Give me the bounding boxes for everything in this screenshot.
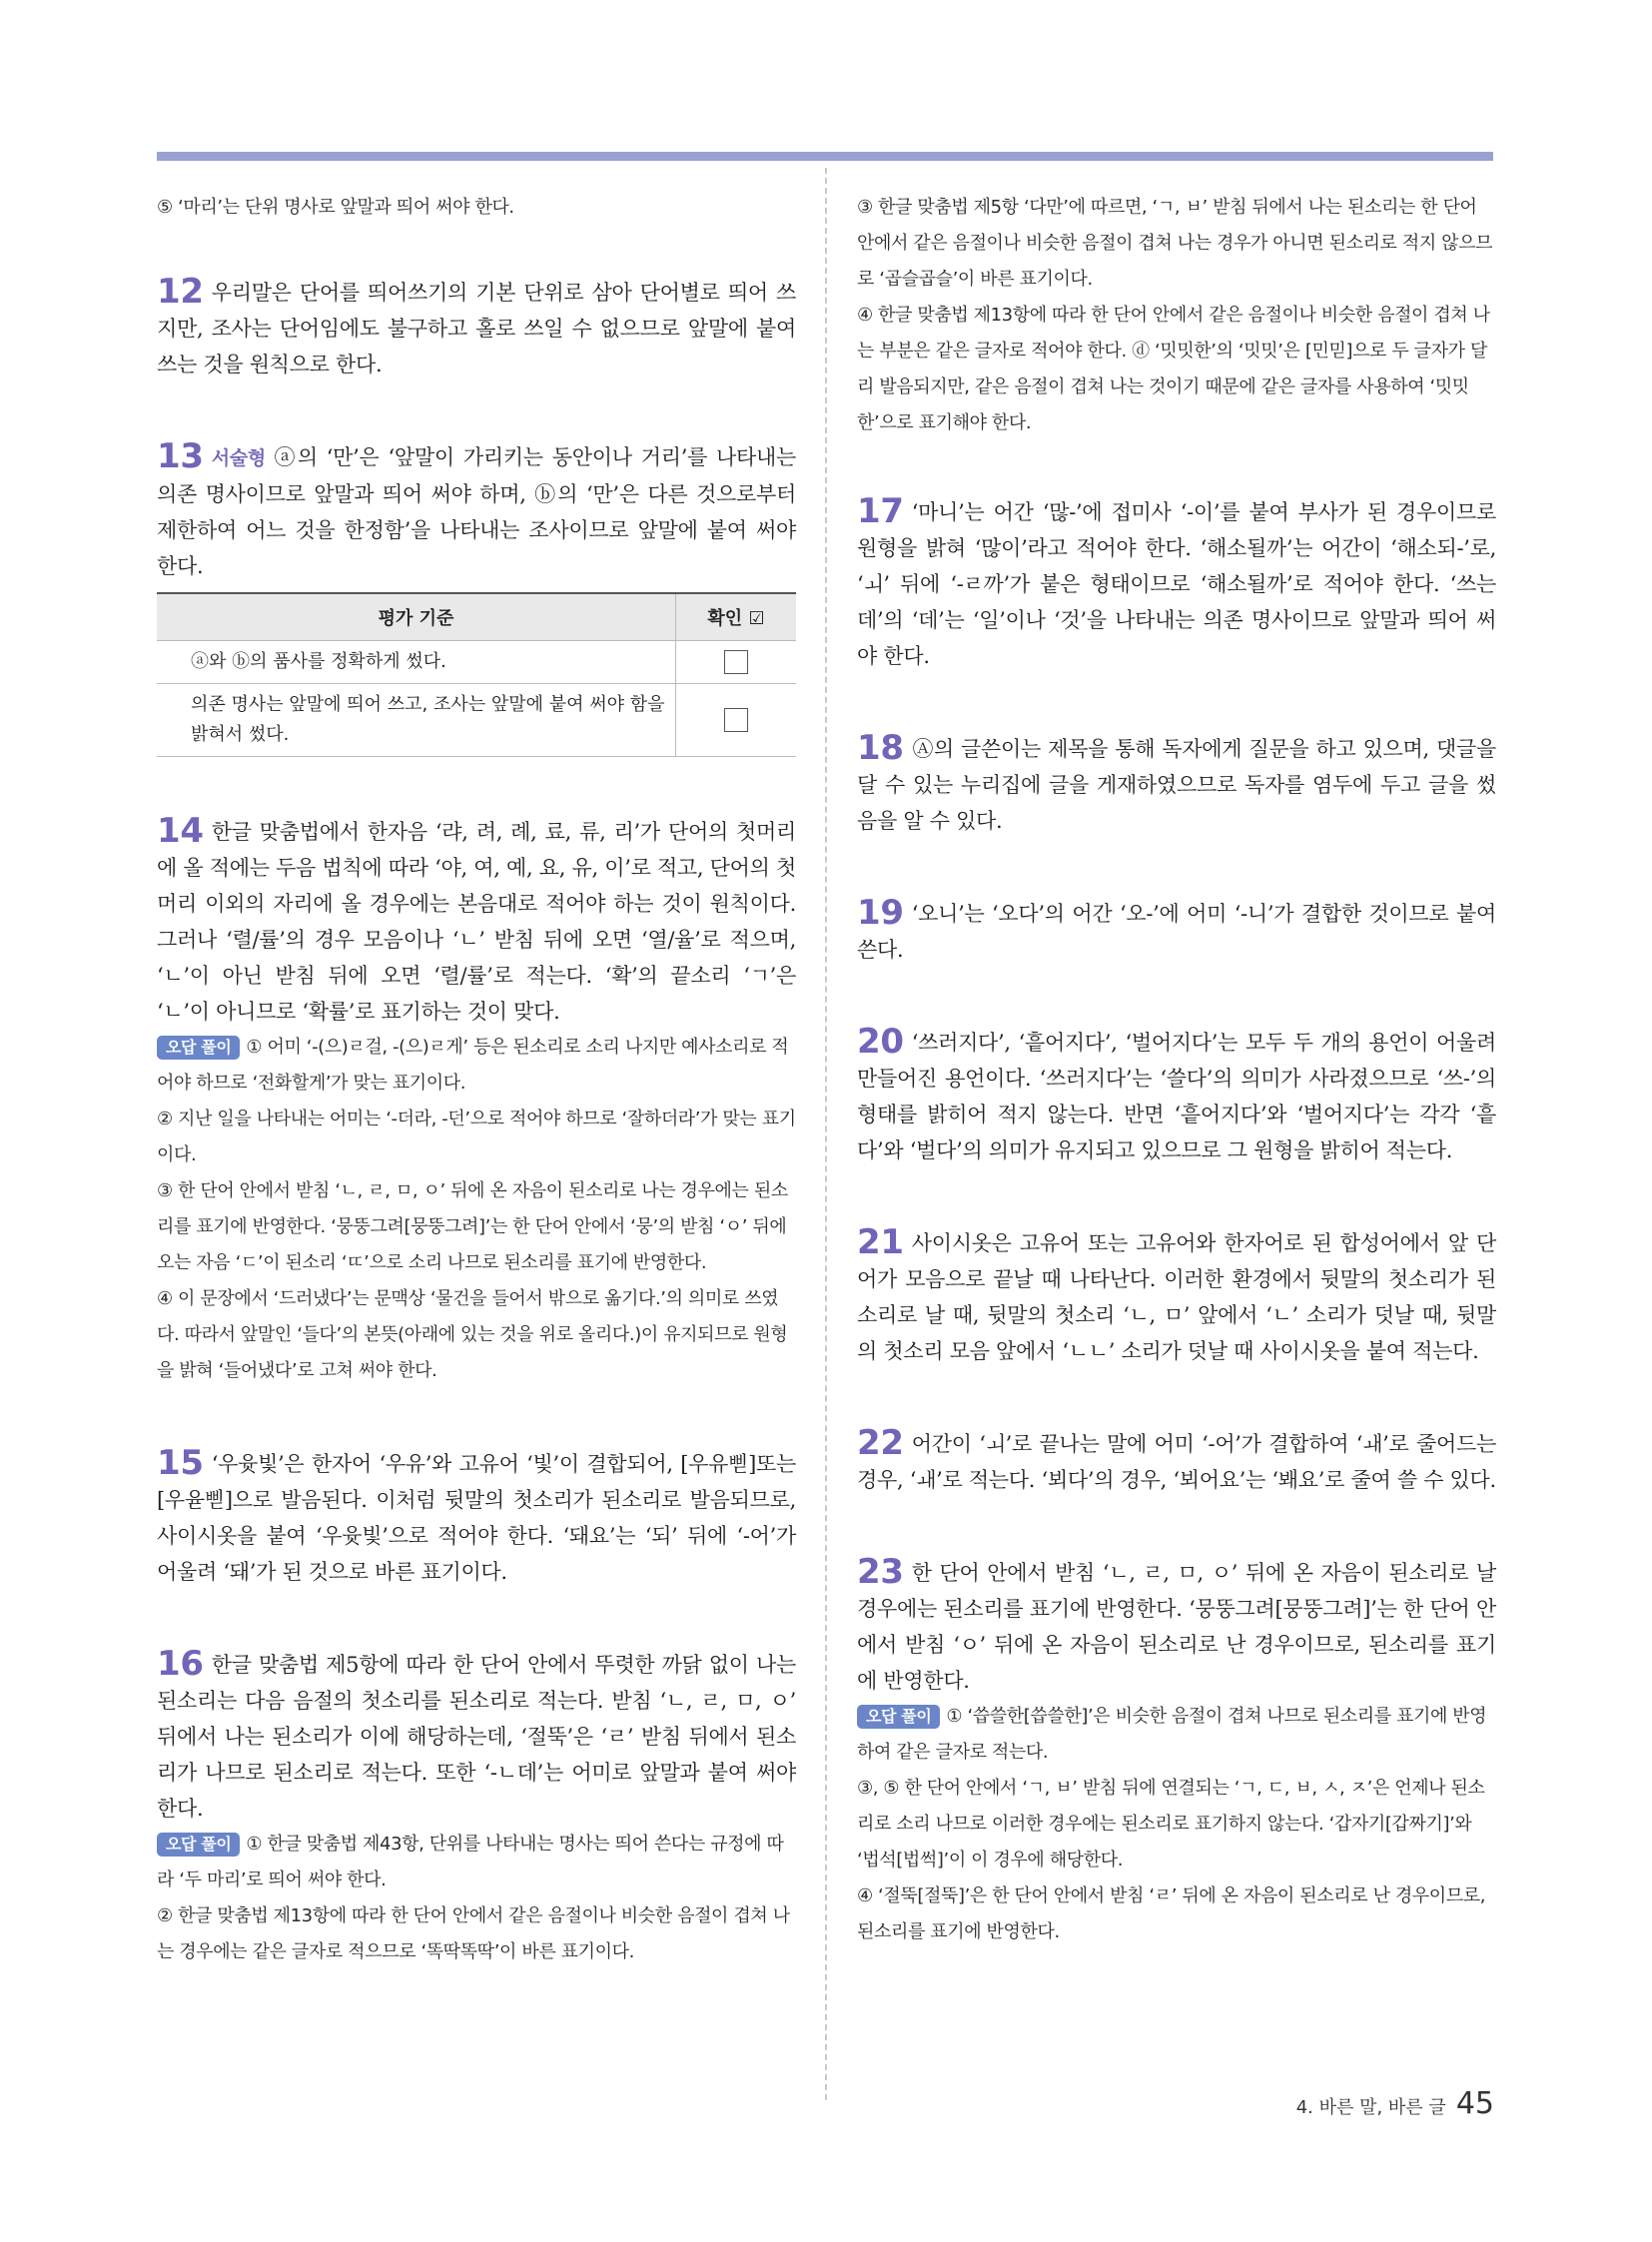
answer-text: ⓐ의 ‘만’은 ‘앞말이 가리키는 동안이나 거리’를 나타내는 의존 명사이므로 앞말과 띄어 써야 하며, ⓑ의 ‘만’은 다른 것으로부터 제한하여 어느 것을 한정함’을 나타내는 조사이므로 앞말에 붙여 써야 한다. [157, 445, 796, 578]
note-item: ② 지난 일을 나타내는 어미는 ‘-더라, -던’으로 적어야 하므로 ‘잘하더라’가 맞는 표기이다. [157, 1109, 796, 1165]
column-divider [825, 168, 827, 2100]
answer-19 [857, 895, 1496, 968]
answer-text: ‘오니’는 ‘오다’의 어간 ‘오-’에 어미 ‘-니’가 결합한 것이므로 붙여 쓴다. [857, 902, 1496, 962]
answer-text: 한글 맞춤법에서 한자음 ‘랴, 려, 례, 료, 류, 리’가 단어의 첫머리에 올 적에는 두음 법칙에 따라 ‘야, 여, 예, 요, 유, 이’로 적고, 단어의 첫머리 이외의 자리에 올 경우에는 본음대로 적어야 하는 것이 원칙이다. 그러나 ‘렬/률’의 경우 모음이나 ‘ㄴ’ 받침 뒤에 오면 ‘열/율’로 적으며, ‘ㄴ’이 아닌 받침 뒤에 오면 ‘렬/률’로 적는다. ‘확’의 끝소리 ‘ㄱ’은 ‘ㄴ’이 아니므로 ‘확률’로 표기하는 것이 맞다. [157, 820, 796, 1024]
answer-16-continued [857, 190, 1496, 441]
criteria-header: 평가 기준 [157, 593, 676, 641]
answer-text: 한글 맞춤법 제5항에 따라 한 단어 안에서 뚜렷한 까닭 없이 나는 된소리는 다음 음절의 첫소리를 된소리로 적는다. 받침 ‘ㄴ, ㄹ, ㅁ, ㅇ’ 뒤에서 나는 된소리가 이에 해당하는데, ‘절뚝’은 ‘ㄹ’ 받침 뒤에서 된소리가 나므로 된소리로 적는다. 또한 ‘-ㄴ데’는 어미로 앞말과 붙여 써야 한다. [157, 1653, 796, 1821]
answer-15 [157, 1445, 796, 1590]
answer-text: 사이시옷은 고유어 또는 고유어와 한자어로 된 합성어에서 앞 단어가 모음으로 끝날 때 나타난다. 이러한 환경에서 뒷말의 첫소리가 된소리로 날 때, 뒷말의 첫소리 ‘ㄴ, ㅁ’ 앞에서 ‘ㄴ’ 소리가 덧날 때, 뒷말의 첫소리 모음 앞에서 ‘ㄴㄴ’ 소리가 덧날 때 사이시옷을 붙여 적는다. [857, 1231, 1496, 1363]
question-number: 22 [857, 1423, 904, 1463]
answer-text: 우리말은 단어를 띄어쓰기의 기본 단위로 삼아 단어별로 띄어 쓰지만, 조사는 단어임에도 불구하고 홀로 쓰일 수 없으므로 앞말에 붙여 쓰는 것을 원칙으로 한다. [157, 281, 796, 376]
check-header: 확인 ☑ [676, 593, 797, 641]
note-item: ③ 한글 맞춤법 제5항 ‘다만’에 따르면, ‘ㄱ, ㅂ’ 받침 뒤에서 나는 된소리는 한 단어 안에서 같은 음절이나 비슷한 음절이 겹쳐 나는 경우가 아니면 된소리로 적지 않으므로 ‘곱슬곱슬’이 바른 표기이다. [857, 197, 1493, 290]
question-number: 20 [857, 1022, 904, 1062]
answer-23 [857, 1554, 1496, 1950]
answer-text: ‘쓰러지다’, ‘흩어지다’, ‘벌어지다’는 모두 두 개의 용언이 어울려 만들어진 용언이다. ‘쓰러지다’는 ‘쓸다’의 의미가 사라졌으므로 ‘쓰-’의 형태를 밝히어 적지 않는다. 반면 ‘흩어지다’와 ‘벌어지다’는 각각 ‘흩다’와 ‘벌다’의 의미가 유지되고 있으므로 그 원형을 밝히어 적는다. [857, 1031, 1496, 1162]
answer-text: 한 단어 안에서 받침 ‘ㄴ, ㄹ, ㅁ, ㅇ’ 뒤에 온 자음이 된소리로 날 경우에는 된소리를 표기에 반영한다. ‘뭉뚱그려[뭉뚱그려]’는 한 단어 안에서 받침 ‘ㅇ’ 뒤에 온 자음이 된소리로 난 경우이므로, 된소리를 표기에 반영한다. [857, 1561, 1496, 1693]
essay-tag: 서술형 [211, 447, 266, 469]
answer-16 [157, 1646, 796, 1970]
page-number: 45 [1455, 2086, 1494, 2121]
question-number: 13 [157, 436, 204, 476]
checkbox[interactable] [724, 650, 748, 674]
wrong-answer-badge: 오답 풀이 [857, 1705, 940, 1729]
answer-21 [857, 1224, 1496, 1369]
answer-12 [157, 274, 796, 382]
top-rule [157, 152, 1493, 161]
note-item: ④ ‘절뚝[절뚝]’은 한 단어 안에서 받침 ‘ㄹ’ 뒤에 온 자음이 된소리로 난 경우이므로, 된소리를 표기에 반영한다. [857, 1885, 1486, 1942]
answer-17 [857, 493, 1496, 674]
question-number: 18 [857, 728, 904, 768]
table-row [157, 684, 796, 757]
question-number: 16 [157, 1644, 204, 1684]
answer-14 [157, 813, 796, 1389]
left-column [157, 190, 796, 2026]
evaluation-table [157, 592, 796, 757]
question-number: 21 [857, 1222, 904, 1262]
note-item: ① 어미 ‘-(으)ㄹ걸, -(으)ㄹ게’ 등은 된소리로 소리 나지만 예사소리로 적어야 하므로 ‘전화할게’가 맞는 표기이다. [157, 1037, 789, 1094]
question-number: 12 [157, 272, 204, 312]
note-item: ② 한글 맞춤법 제13항에 따라 한 단어 안에서 같은 음절이나 비슷한 음절이 겹쳐 나는 경우에는 같은 글자로 적으므로 ‘똑딱똑딱’이 바른 표기이다. [157, 1905, 790, 1962]
question-number: 17 [857, 491, 904, 531]
answer-20 [857, 1024, 1496, 1168]
page-footer [1296, 2086, 1494, 2121]
table-row [157, 641, 796, 684]
answer-text: ‘마니’는 어간 ‘많-’에 접미사 ‘-이’를 붙여 부사가 된 경우이므로 원형을 밝혀 ‘많이’라고 적어야 한다. ‘해소될까’는 어간이 ‘해소되-’로, ‘ㅚ’ 뒤에 ‘-ㄹ까’가 붙은 형태이므로 ‘해소될까’로 적어야 한다. ‘쓰는데’의 ‘데’는 ‘일’이나 ‘것’을 나타내는 의존 명사이므로 앞말과 띄어 써야 한다. [857, 500, 1496, 668]
answer-13 [157, 438, 796, 757]
section-title: 4. 바른 말, 바른 글 [1295, 2097, 1446, 2118]
checkbox[interactable] [724, 708, 748, 732]
criteria-cell: ⓐ와 ⓑ의 품사를 정확하게 썼다. [157, 641, 676, 684]
answer-text: 어간이 ‘ㅚ’로 끝나는 말에 어미 ‘-어’가 결합하여 ‘ㅙ’로 줄어드는 경우, ‘ㅙ’로 적는다. ‘뵈다’의 경우, ‘뵈어요’는 ‘봬요’로 줄여 쓸 수 있다. [857, 1432, 1496, 1492]
wrong-answer-badge: 오답 풀이 [157, 1833, 240, 1857]
answer-11-note-5: ⑤ ‘마리’는 단위 명사로 앞말과 띄어 써야 한다. [157, 197, 514, 218]
answer-18 [857, 730, 1496, 839]
criteria-cell: 의존 명사는 앞말에 띄어 쓰고, 조사는 앞말에 붙여 써야 함을 밝혀서 썼다. [157, 684, 676, 757]
wrong-answer-badge: 오답 풀이 [157, 1036, 240, 1060]
note-item: ③, ⑤ 한 단어 안에서 ‘ㄱ, ㅂ’ 받침 뒤에 연결되는 ‘ㄱ, ㄷ, ㅂ, ㅅ, ㅈ’은 언제나 된소리로 소리 나므로 이러한 경우에는 된소리로 표기하지 않는다. ‘갑자기[갑짜기]’와 ‘법석[법썩]’이 이 경우에 해당한다. [857, 1778, 1485, 1870]
note-item: ① ‘씁쓸한[씁쓸한]’은 비슷한 음절이 겹쳐 나므로 된소리를 표기에 반영하여 같은 글자로 적는다. [857, 1706, 1487, 1763]
question-number: 15 [157, 1443, 204, 1483]
question-number: 23 [857, 1552, 904, 1592]
answer-text: Ⓐ의 글쓴이는 제목을 통해 독자에게 질문을 하고 있으며, 댓글을 달 수 있는 누리집에 글을 게재하였으므로 독자를 염두에 두고 글을 썼음을 알 수 있다. [857, 737, 1496, 833]
note-item: ① 한글 맞춤법 제43항, 단위를 나타내는 명사는 띄어 쓴다는 규정에 따라 ‘두 마리’로 띄어 써야 한다. [157, 1834, 784, 1890]
note-item: ③ 한 단어 안에서 받침 ‘ㄴ, ㄹ, ㅁ, ㅇ’ 뒤에 온 자음이 된소리로 나는 경우에는 된소리를 표기에 반영한다. ‘뭉뚱그려[뭉뚱그려]’는 한 단어 안에서 ‘뭉’의 받침 ‘ㅇ’ 뒤에 오는 자음 ‘ㄷ’이 된소리 ‘ㄸ’으로 소리 나므로 된소리를 표기에 반영한다. [157, 1180, 788, 1273]
question-number: 19 [857, 893, 904, 933]
question-number: 14 [157, 811, 204, 851]
note-item: ④ 한글 맞춤법 제13항에 따라 한 단어 안에서 같은 음절이나 비슷한 음절이 겹쳐 나는 부분은 같은 글자로 적어야 한다. ⓓ ‘밋밋한’의 ‘밋밋’은 [민믿]으로 두 글자가 달리 발음되지만, 같은 음절이 겹쳐 나는 것이기 때문에 같은 글자를 사용하여 ‘밋밋한’으로 표기해야 한다. [857, 305, 1490, 433]
answer-text: ‘우윳빛’은 한자어 ‘우유’와 고유어 ‘빛’이 결합되어, [우유삗]또는 [우윧삗]으로 발음된다. 이처럼 뒷말의 첫소리가 된소리로 발음되므로, 사이시옷을 붙여 ‘우윳빛’으로 적어야 한다. ‘돼요’는 ‘되’ 뒤에 ‘-어’가 어울려 ‘돼’가 된 것으로 바른 표기이다. [157, 1452, 796, 1584]
note-item: ④ 이 문장에서 ‘드러냈다’는 문맥상 ‘물건을 들어서 밖으로 옮기다.’의 의미로 쓰였다. 따라서 앞말인 ‘들다’의 본뜻(아래에 있는 것을 위로 올리다.)이 유지되므로 원형을 밝혀 ‘들어냈다’로 고쳐 써야 한다. [157, 1288, 788, 1381]
right-column [857, 190, 1496, 2006]
answer-22 [857, 1425, 1496, 1498]
